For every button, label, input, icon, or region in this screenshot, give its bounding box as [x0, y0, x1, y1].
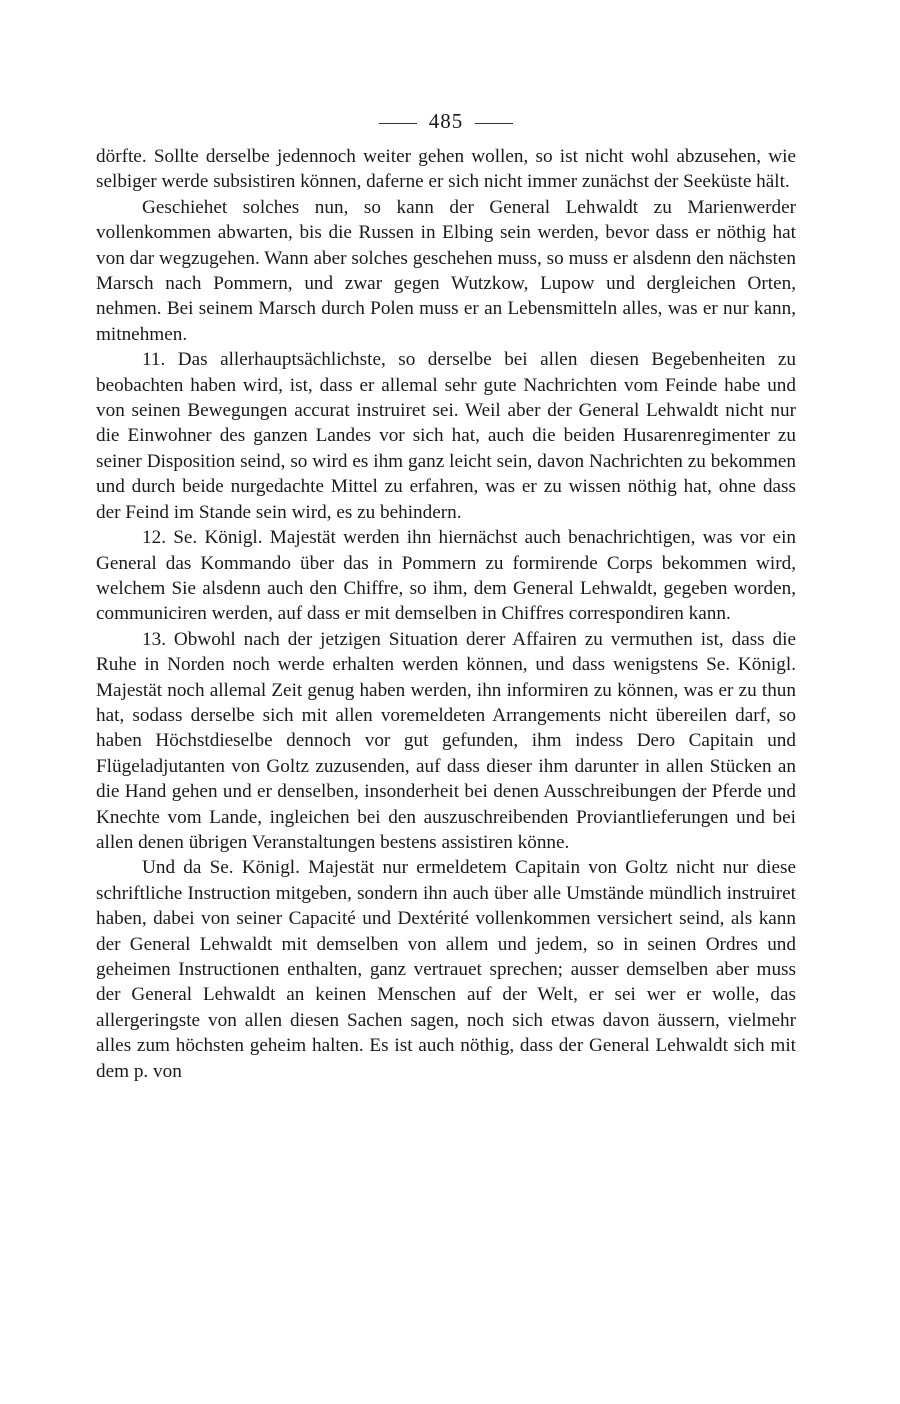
- paragraph-geschiehet: Geschiehet solches nun, so kann der General Lehwaldt zu Marienwerder vollenkommen abwarten, bis die Russen in Elbing sein werden, bevor dass er nöthig hat von dar wegzugehen. Wann aber solches geschehen muss, so muss er alsdenn den nächsten Marsch nach Pommern, und zwar gegen Wutzkow, Lupow und dergleichen Orten, nehmen. Bei seinem Marsch durch Polen muss er an Lebensmitteln alles, was er nur kann, mitnehmen.: [96, 196, 796, 345]
- header-dash-left: [379, 123, 417, 124]
- paragraph-und-da: Und da Se. Königl. Majestät nur ermeldetem Capitain von Goltz nicht nur diese schriftliche Instruction mitgeben, sondern ihn auch über alle Umstände mündlich instruiret haben, dabei von seiner Capacité und Dextérité vollenkommen versichert seind, als kann der General Lehwaldt mit demselben von allem und jedem, so in seinen Ordres und geheimen Instructionen enthalten, ganz vertrauet sprechen; ausser demselben aber muss der General Lehwaldt an keinen Menschen auf der Welt, er sei wer er wolle, das allergeringste von allen diesen Sachen sagen, noch sich etwas davon äussern, vielmehr alles zum höchsten geheim halten. Es ist auch nöthig, dass der General Lehwaldt sich mit dem p. von: [96, 857, 796, 1082]
- paragraph-continuation: dörfte. Sollte derselbe jedennoch weiter gehen wollen, so ist nicht wohl abzusehen, wie selbiger werde subsistiren können, daferne er sich nicht immer zunächst der Seeküste hält.: [96, 146, 796, 193]
- paragraph-12: 12. Se. Königl. Majestät werden ihn hiernächst auch benachrichtigen, was vor ein General das Kommando über das in Pommern zu formirende Corps bekommen wird, welchem Sie alsdenn auch den Chiffre, so ihm, dem General Lehwaldt, gegeben worden, communiciren werden, auf dass er mit demselben in Chiffres correspondiren kann.: [96, 527, 796, 625]
- header-dash-right: [475, 123, 513, 124]
- paragraph-11: 11. Das allerhauptsächlichste, so derselbe bei allen diesen Begebenheiten zu beobachten haben wird, ist, dass er allemal sehr gute Nachrichten vom Feinde habe und von seinen Bewegungen accurat instruiret sei. Weil aber der General Lehwaldt nicht nur die Einwohner des ganzen Landes vor sich hat, auch die beiden Husarenregimenter zu seiner Disposition seind, so wird es ihm ganz leicht sein, davon Nachrichten zu bekommen und durch beide nurgedachte Mittel zu erfahren, was er zu wissen nöthig hat, ohne dass der Feind im Stande sein wird, es zu behindern.: [96, 349, 796, 523]
- paragraph-13: 13. Obwohl nach der jetzigen Situation derer Affairen zu vermuthen ist, dass die Ruhe in Norden noch werde erhalten werden können, und dass wenigstens Se. Königl. Majestät noch allemal Zeit genug haben werden, ihn informiren zu können, was er zu thun hat, sodass derselbe sich mit allen voremeldeten Arrangements nicht übereilen darf, so haben Höchstdieselbe dennoch vor gut gefunden, ihm indess Dero Capitain und Flügeladjutanten von Goltz zuzusenden, auf dass dieser ihm darunter in allen Stücken an die Hand gehen und er denselben, insonderheit bei denen Ausschreibungen der Pferde und Knechte vom Lande, ingleichen bei den auszuschreibenden Proviantlieferungen und bei allen denen übrigen Veranstaltungen bestens assistiren könne.: [96, 628, 796, 853]
- document-page: [96, 104, 796, 1084]
- page-number: 485: [428, 109, 464, 133]
- body-text: [96, 144, 796, 1084]
- page-header: [96, 104, 796, 144]
